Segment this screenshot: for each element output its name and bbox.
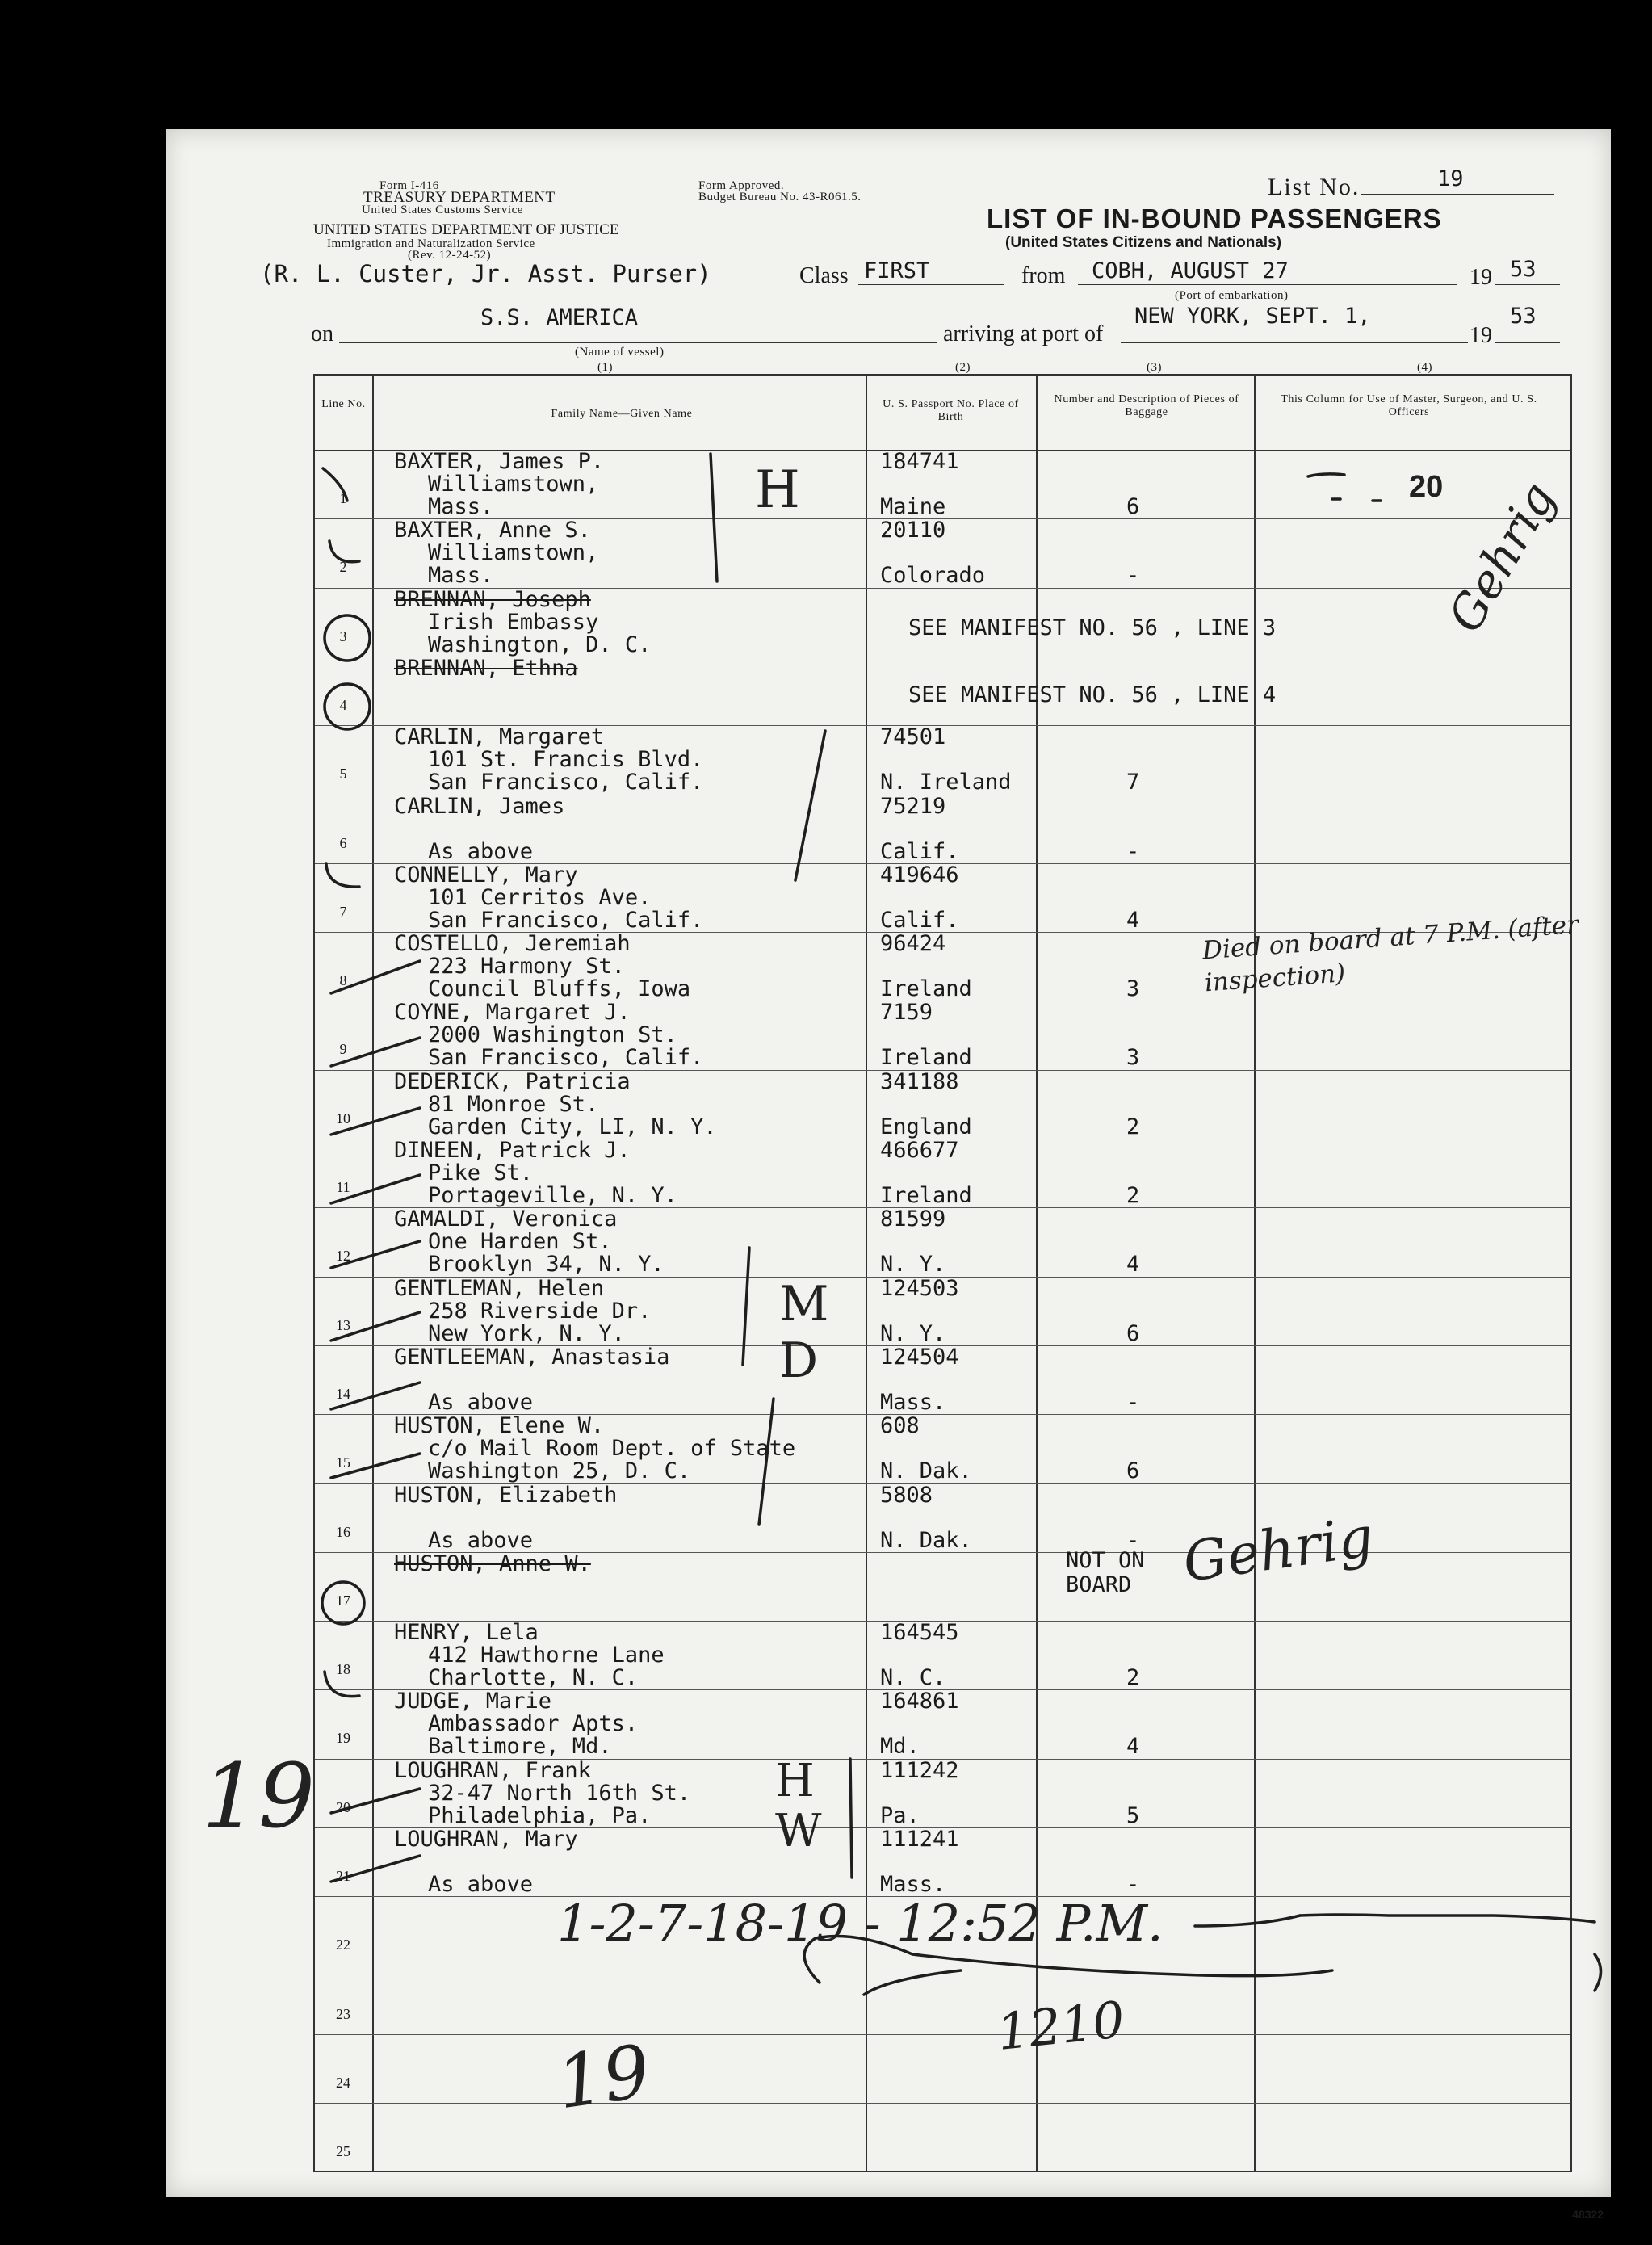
signature-2: Gehrig bbox=[1179, 1504, 1377, 1596]
place-of-birth: Mass. bbox=[880, 1389, 946, 1415]
col-header-passport: U. S. Passport No. Place of Birth bbox=[883, 398, 1019, 423]
place-of-birth: Ireland bbox=[880, 1183, 972, 1208]
line-number: 23 bbox=[336, 2005, 350, 2022]
baggage-count: 2 bbox=[1126, 1665, 1140, 1691]
passenger-address-line2: Council Bluffs, Iowa bbox=[428, 976, 691, 1002]
bottom-19: 19 bbox=[551, 2029, 656, 2126]
passenger-address-line2: San Francisco, Calif. bbox=[428, 907, 704, 933]
purser-name: (R. L. Custer, Jr. Asst. Purser) bbox=[260, 260, 711, 287]
baggage-count: 6 bbox=[1126, 494, 1140, 519]
passenger-address-line1: Irish Embassy bbox=[428, 609, 599, 635]
passenger-address-line1: One Harden St. bbox=[428, 1229, 612, 1255]
passenger-address-line1: 101 Cerritos Ave. bbox=[428, 884, 652, 910]
line-number: 12 bbox=[336, 1248, 350, 1265]
passport-number: 20110 bbox=[880, 518, 946, 543]
passenger-name: DEDERICK, Patricia bbox=[394, 1068, 631, 1094]
line-number: 3 bbox=[339, 627, 347, 644]
passenger-name: CARLIN, Margaret bbox=[394, 724, 605, 750]
arriving-label: arriving at port of bbox=[943, 321, 1104, 346]
passenger-name: BAXTER, James P. bbox=[394, 449, 605, 474]
line-number: 22 bbox=[336, 1937, 350, 1953]
passenger-name: LOUGHRAN, Mary bbox=[394, 1827, 578, 1852]
row-divider bbox=[315, 2034, 1570, 2035]
place-of-birth: Pa. bbox=[880, 1802, 920, 1828]
list-number: 19 bbox=[1437, 166, 1464, 191]
line-number: 25 bbox=[336, 2143, 350, 2160]
line-number: 2 bbox=[339, 559, 347, 576]
place-of-birth: Maine bbox=[880, 494, 946, 519]
passenger-address-line2: As above bbox=[428, 838, 534, 864]
place-of-birth: Ireland bbox=[880, 976, 972, 1002]
baggage-count: 5 bbox=[1126, 1802, 1140, 1828]
column-number-4: (4) bbox=[1417, 361, 1432, 374]
passenger-address-line2: Mass. bbox=[428, 494, 494, 519]
col-header-name: Family Name—Given Name bbox=[551, 408, 693, 420]
passenger-address-line2: As above bbox=[428, 1872, 534, 1897]
place-of-birth: N. Y. bbox=[880, 1320, 946, 1346]
baggage-count: 4 bbox=[1126, 1734, 1140, 1760]
passenger-address-line2: Washington 25, D. C. bbox=[428, 1458, 691, 1484]
column-divider bbox=[372, 376, 374, 2171]
footer-1210: 1210 bbox=[994, 1989, 1128, 2062]
passenger-name: GAMALDI, Veronica bbox=[394, 1206, 618, 1232]
baggage-count: - bbox=[1126, 1527, 1140, 1553]
passenger-address-line1: 32-47 North 16th St. bbox=[428, 1780, 691, 1806]
vessel-name: S.S. AMERICA bbox=[480, 305, 639, 330]
line-number: 14 bbox=[336, 1385, 350, 1402]
passenger-name: HUSTON, Elene W. bbox=[394, 1413, 605, 1439]
line-number: 15 bbox=[336, 1454, 350, 1471]
signature-1: Gehrig bbox=[1437, 472, 1566, 641]
place-of-birth: N. Dak. bbox=[880, 1527, 972, 1553]
baggage-count: - bbox=[1126, 1872, 1140, 1897]
handwritten-h: H bbox=[755, 460, 800, 520]
place-of-birth: N. C. bbox=[880, 1665, 946, 1691]
passenger-address-line1: Williamstown, bbox=[428, 472, 599, 497]
place-of-birth: Calif. bbox=[880, 838, 959, 864]
class-value: FIRST bbox=[864, 258, 930, 283]
passenger-name: DINEEN, Patrick J. bbox=[394, 1138, 631, 1163]
passenger-address-line1: 81 Monroe St. bbox=[428, 1091, 599, 1117]
passport-number: 111241 bbox=[880, 1827, 959, 1852]
passenger-name: HUSTON, Anne W. bbox=[394, 1551, 591, 1576]
place-of-birth: England bbox=[880, 1114, 972, 1139]
line-number: 4 bbox=[339, 696, 347, 713]
line-number: 5 bbox=[339, 766, 347, 783]
baggage-count: - bbox=[1126, 1389, 1140, 1415]
baggage-count: 4 bbox=[1126, 1252, 1140, 1278]
margin-19: 19 bbox=[202, 1744, 315, 1848]
passenger-address-line2: Charlotte, N. C. bbox=[428, 1665, 639, 1691]
vessel-caption: (Name of vessel) bbox=[575, 346, 665, 359]
form-number: Form I-416 bbox=[379, 179, 439, 192]
place-of-birth: N. Y. bbox=[880, 1252, 946, 1278]
baggage-count: - bbox=[1126, 838, 1140, 864]
line-number: 1 bbox=[339, 490, 347, 506]
passport-number: 164545 bbox=[880, 1620, 959, 1646]
line-number: 18 bbox=[336, 1661, 350, 1678]
passenger-name: CARLIN, James bbox=[394, 793, 565, 819]
passport-number: 81599 bbox=[880, 1206, 946, 1232]
passport-number: 74501 bbox=[880, 724, 946, 750]
line-number: 8 bbox=[339, 972, 347, 989]
row-divider bbox=[315, 2103, 1570, 2104]
passenger-name: HUSTON, Elizabeth bbox=[394, 1482, 618, 1508]
form-approved: Form Approved. bbox=[698, 179, 785, 192]
baggage-count: 6 bbox=[1126, 1458, 1140, 1484]
passenger-name: CONNELLY, Mary bbox=[394, 862, 578, 888]
justice-department: UNITED STATES DEPARTMENT OF JUSTICE bbox=[313, 221, 619, 238]
class-label: Class bbox=[799, 263, 849, 288]
passenger-address-line2: As above bbox=[428, 1527, 534, 1553]
embark-year: 53 bbox=[1510, 257, 1537, 282]
baggage-count: 2 bbox=[1126, 1114, 1140, 1139]
baggage-count: 4 bbox=[1126, 907, 1140, 933]
place-of-birth: Mass. bbox=[880, 1872, 946, 1897]
passenger-name: GENTLEEMAN, Anastasia bbox=[394, 1344, 670, 1370]
column-number-1: (1) bbox=[597, 361, 613, 374]
form-stamp: 48322 bbox=[1572, 2208, 1604, 2221]
passenger-address-line2: As above bbox=[428, 1389, 534, 1415]
place-of-birth: Ireland bbox=[880, 1045, 972, 1071]
passenger-address-line1: Pike St. bbox=[428, 1160, 534, 1185]
passenger-address-line2: Mass. bbox=[428, 563, 494, 589]
handwritten-hw: H W bbox=[775, 1755, 822, 1857]
revision-date: (Rev. 12-24-52) bbox=[408, 249, 492, 262]
passenger-address-line1: Williamstown, bbox=[428, 540, 599, 566]
year-prefix: 19 bbox=[1470, 265, 1492, 290]
column-divider bbox=[1254, 376, 1256, 2171]
line-number: 9 bbox=[339, 1041, 347, 1058]
col-header-officers: This Column for Use of Master, Surgeon, and U. S. Officers bbox=[1281, 393, 1537, 418]
passport-number: 124504 bbox=[880, 1344, 959, 1370]
passport-number: 5808 bbox=[880, 1482, 933, 1508]
manifest-reference-row3: SEE MANIFEST NO. 56 , LINE 3 bbox=[908, 615, 1277, 640]
page-subtitle: (United States Citizens and Nationals) bbox=[1005, 234, 1282, 251]
place-of-birth: N. Ireland bbox=[880, 770, 1012, 795]
line-number: 13 bbox=[336, 1316, 350, 1333]
passenger-address-line1: 412 Hawthorne Lane bbox=[428, 1643, 665, 1668]
place-of-birth: Calif. bbox=[880, 907, 959, 933]
line-number: 20 bbox=[336, 1798, 350, 1815]
baggage-count: - bbox=[1126, 563, 1140, 589]
passenger-name: BAXTER, Anne S. bbox=[394, 518, 591, 543]
arrival-port: NEW YORK, SEPT. 1, bbox=[1134, 304, 1371, 329]
arrival-year: 53 bbox=[1510, 304, 1537, 329]
passenger-name: BRENNAN, Joseph bbox=[394, 586, 591, 612]
passenger-address-line1: 101 St. Francis Blvd. bbox=[428, 747, 704, 773]
passport-number: 164861 bbox=[880, 1689, 959, 1714]
passport-number: 96424 bbox=[880, 931, 946, 957]
passenger-address-line1: 223 Harmony St. bbox=[428, 954, 625, 980]
column-number-2: (2) bbox=[955, 361, 971, 374]
passenger-name: GENTLEMAN, Helen bbox=[394, 1275, 605, 1301]
passport-number: 184741 bbox=[880, 449, 959, 474]
from-label: from bbox=[1021, 263, 1066, 288]
treasury-department: TREASURY DEPARTMENT bbox=[363, 189, 556, 206]
passenger-name: COSTELLO, Jeremiah bbox=[394, 931, 631, 957]
passport-number: 7159 bbox=[880, 1000, 933, 1026]
handwritten-md: M D bbox=[779, 1276, 829, 1389]
footer-lines-note: 1-2-7-18-19 - 12:52 P.M. bbox=[557, 1894, 1164, 1953]
passenger-name: HENRY, Lela bbox=[394, 1620, 539, 1646]
passenger-address-line2: Portageville, N. Y. bbox=[428, 1183, 677, 1208]
passenger-address-line2: New York, N. Y. bbox=[428, 1320, 625, 1346]
col-header-baggage: Number and Description of Pieces of Baggage bbox=[1054, 393, 1239, 418]
officer-mark-20: 20 bbox=[1409, 470, 1444, 504]
customs-service: United States Customs Service bbox=[362, 204, 523, 216]
passport-number: 341188 bbox=[880, 1068, 959, 1094]
passenger-name: JUDGE, Marie bbox=[394, 1689, 552, 1714]
passport-number: 419646 bbox=[880, 862, 959, 888]
passenger-address-line2: Washington, D. C. bbox=[428, 632, 652, 657]
passport-number: 75219 bbox=[880, 793, 946, 819]
baggage-count: 7 bbox=[1126, 770, 1140, 795]
page-title: LIST OF IN-BOUND PASSENGERS bbox=[987, 204, 1442, 233]
baggage-count: 3 bbox=[1126, 976, 1140, 1002]
passenger-address-line2: San Francisco, Calif. bbox=[428, 1045, 704, 1071]
manifest-reference-row4: SEE MANIFEST NO. 56 , LINE 4 bbox=[908, 682, 1277, 707]
line-number: 10 bbox=[336, 1110, 350, 1127]
line-number: 21 bbox=[336, 1868, 350, 1884]
not-on-board: NOT ON BOARD bbox=[1066, 1548, 1145, 1597]
line-number: 24 bbox=[336, 2074, 350, 2091]
passenger-address-line1: c/o Mail Room Dept. of State bbox=[428, 1436, 796, 1462]
budget-bureau: Budget Bureau No. 43-R061.5. bbox=[698, 191, 862, 204]
line-number: 19 bbox=[336, 1730, 350, 1747]
passenger-name: BRENNAN, Ethna bbox=[394, 655, 578, 681]
port-embarkation-caption: (Port of embarkation) bbox=[1175, 289, 1289, 302]
passenger-address-line1: 2000 Washington St. bbox=[428, 1022, 677, 1048]
passenger-name: COYNE, Margaret J. bbox=[394, 1000, 631, 1026]
line-number: 7 bbox=[339, 903, 347, 920]
place-of-birth: Colorado bbox=[880, 563, 986, 589]
col-header-line: Line No. bbox=[321, 398, 366, 410]
passenger-address-line2: San Francisco, Calif. bbox=[428, 770, 704, 795]
death-note: Died on board at 7 P.M. (after inspection) bbox=[1201, 909, 1580, 998]
column-number-3: (3) bbox=[1147, 361, 1162, 374]
list-label: List No. bbox=[1268, 174, 1361, 200]
passenger-address-line2: Garden City, LI, N. Y. bbox=[428, 1114, 717, 1139]
line-number: 17 bbox=[336, 1592, 350, 1609]
passenger-address-line2: Brooklyn 34, N. Y. bbox=[428, 1252, 665, 1278]
place-of-birth: Md. bbox=[880, 1734, 920, 1760]
passport-number: 608 bbox=[880, 1413, 920, 1439]
passenger-address-line2: Philadelphia, Pa. bbox=[428, 1802, 652, 1828]
immigration-service: Immigration and Naturalization Service bbox=[327, 237, 535, 250]
port-of-embarkation: COBH, AUGUST 27 bbox=[1092, 258, 1289, 283]
passport-number: 111242 bbox=[880, 1757, 959, 1783]
baggage-count: 2 bbox=[1126, 1183, 1140, 1208]
baggage-count: 6 bbox=[1126, 1320, 1140, 1346]
year-prefix-2: 19 bbox=[1470, 323, 1492, 348]
on-label: on bbox=[311, 321, 333, 346]
line-number: 6 bbox=[339, 834, 347, 851]
line-number: 11 bbox=[336, 1179, 350, 1195]
passenger-address-line1: 258 Riverside Dr. bbox=[428, 1298, 652, 1324]
line-number: 16 bbox=[336, 1523, 350, 1540]
passenger-name: LOUGHRAN, Frank bbox=[394, 1757, 591, 1783]
baggage-count: 3 bbox=[1126, 1045, 1140, 1071]
passenger-address-line2: Baltimore, Md. bbox=[428, 1734, 612, 1760]
passport-number: 124503 bbox=[880, 1275, 959, 1301]
passenger-address-line1: Ambassador Apts. bbox=[428, 1711, 639, 1737]
place-of-birth: N. Dak. bbox=[880, 1458, 972, 1484]
passport-number: 466677 bbox=[880, 1138, 959, 1163]
